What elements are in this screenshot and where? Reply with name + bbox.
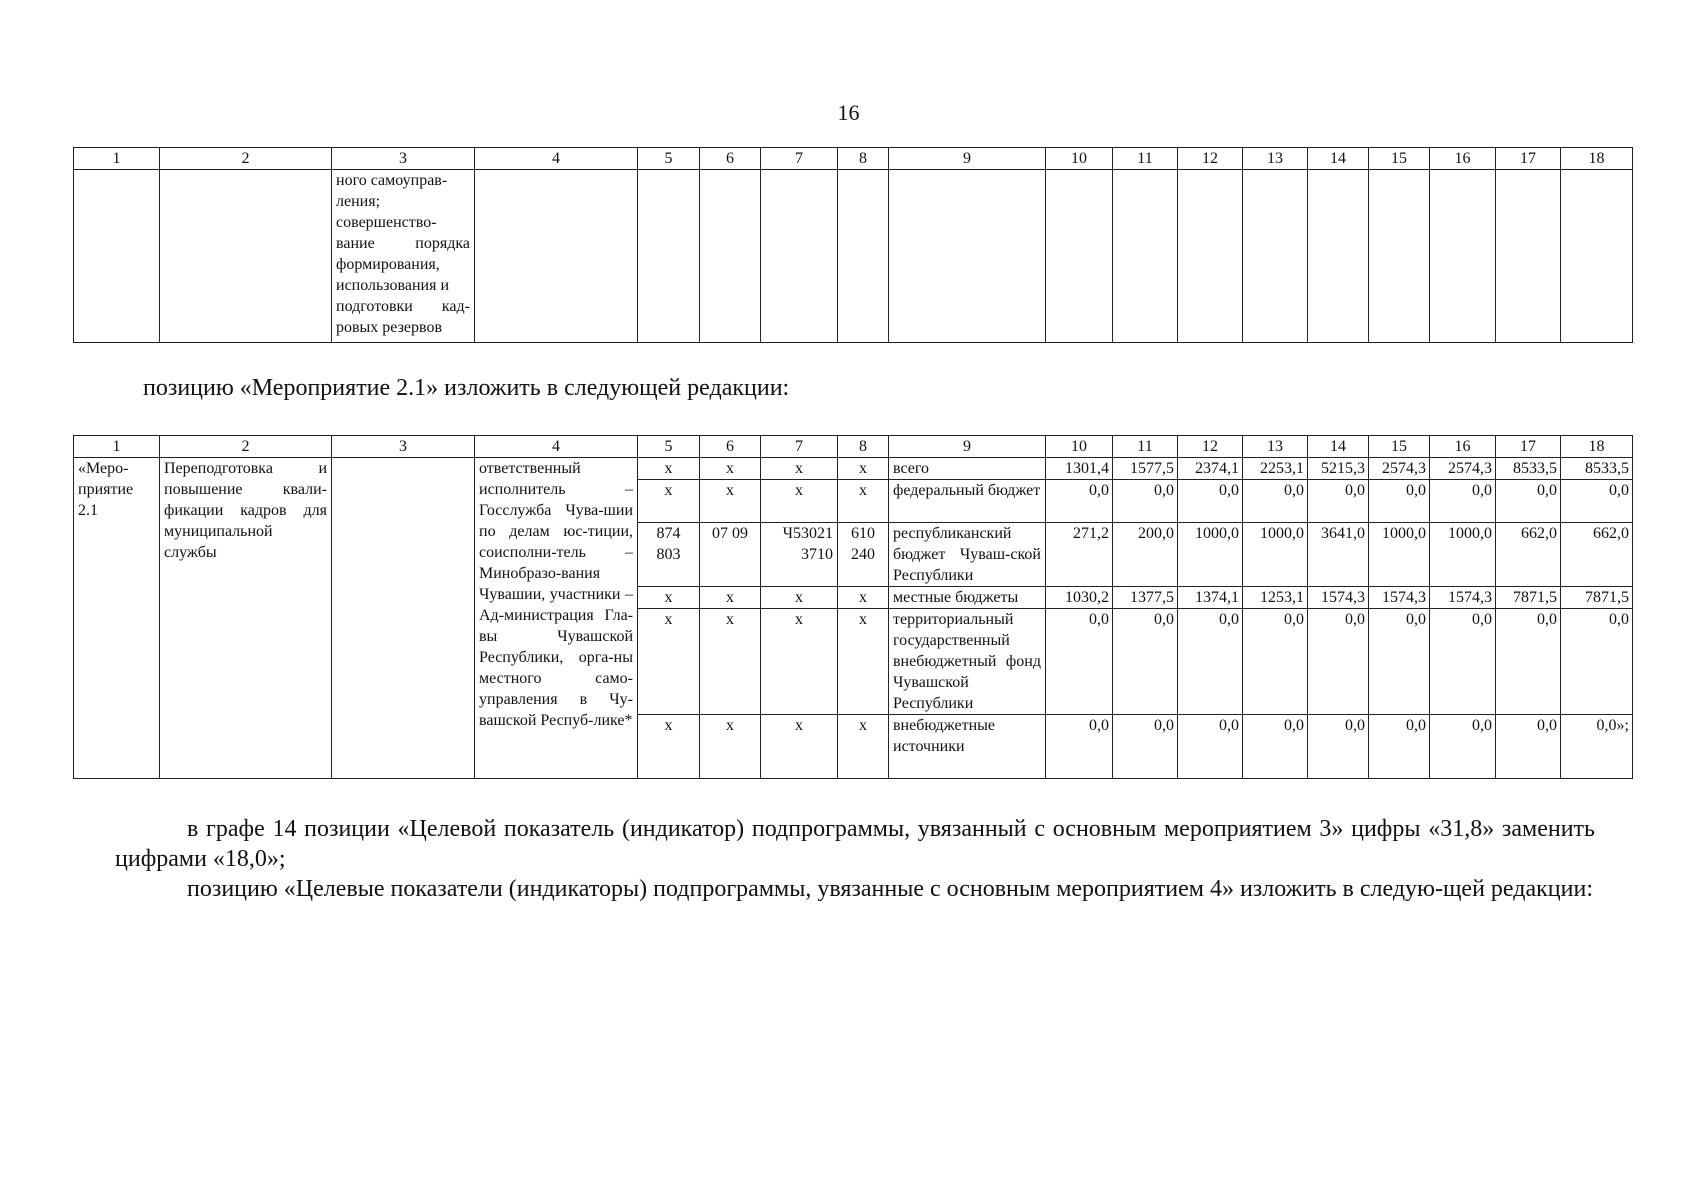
column-number: 5	[638, 436, 700, 458]
value-cell: 1301,4	[1046, 458, 1113, 480]
target-article-cell: Ч53021 3710	[761, 523, 838, 587]
value-cell: 1574,3	[1430, 587, 1496, 609]
task-line: использования и	[336, 277, 450, 294]
value-cell: 7871,5	[1496, 587, 1561, 609]
table-cell	[1496, 170, 1561, 343]
funding-source-cell: внебюджетные источники	[889, 715, 1046, 779]
value-cell: 2574,3	[1430, 458, 1496, 480]
column-number: 12	[1178, 148, 1243, 170]
gr-code-cell: x	[638, 587, 700, 609]
value-cell: 0,0	[1430, 609, 1496, 715]
value-cell: 2253,1	[1243, 458, 1308, 480]
value-cell: 200,0	[1113, 523, 1178, 587]
gr-code-cell: x	[638, 458, 700, 480]
measure-number-cell: «Меро-приятие 2.1	[74, 458, 160, 779]
table-cell	[74, 170, 160, 343]
column-number: 15	[1369, 148, 1430, 170]
gr-code-cell: x	[638, 480, 700, 523]
table-cell	[838, 170, 889, 343]
column-number: 16	[1430, 436, 1496, 458]
value-cell: 0,0	[1046, 609, 1113, 715]
column-number: 17	[1496, 148, 1561, 170]
column-number: 2	[160, 436, 332, 458]
expense-group-cell: x	[838, 609, 889, 715]
target-article-cell: x	[761, 609, 838, 715]
table-cell	[1046, 170, 1113, 343]
table-cell	[1561, 170, 1633, 343]
section-code-cell: x	[700, 587, 761, 609]
task-line: формирования,	[336, 256, 440, 273]
value-cell: 1253,1	[1243, 587, 1308, 609]
value-cell: 1377,5	[1113, 587, 1178, 609]
value-cell: 1030,2	[1046, 587, 1113, 609]
value-cell: 0,0	[1561, 480, 1633, 523]
expense-group-cell: x	[838, 458, 889, 480]
value-cell: 0,0	[1308, 480, 1369, 523]
table-cell	[1430, 170, 1496, 343]
value-cell: 0,0	[1178, 480, 1243, 523]
column-number: 9	[889, 436, 1046, 458]
table-cell	[160, 170, 332, 343]
column-number: 3	[332, 436, 475, 458]
value-cell: 662,0	[1561, 523, 1633, 587]
column-number: 4	[475, 436, 638, 458]
value-cell: 0,0	[1046, 480, 1113, 523]
column-number: 17	[1496, 436, 1561, 458]
table-cell	[700, 170, 761, 343]
value-cell: 0,0	[1046, 715, 1113, 779]
column-number: 16	[1430, 148, 1496, 170]
value-cell: 1374,1	[1178, 587, 1243, 609]
value-cell: 0,0	[1561, 609, 1633, 715]
target-article-cell: x	[761, 458, 838, 480]
table-row	[74, 170, 1633, 343]
amendment-heading: позицию «Мероприятие 2.1» изложить в следующей редакции:	[143, 375, 790, 401]
table-cell	[638, 170, 700, 343]
value-cell: 1574,3	[1308, 587, 1369, 609]
column-number: 13	[1243, 148, 1308, 170]
column-number: 18	[1561, 148, 1633, 170]
value-cell: 0,0	[1308, 609, 1369, 715]
value-cell: 1000,0	[1243, 523, 1308, 587]
table-cell	[1178, 170, 1243, 343]
value-cell: 0,0	[1243, 715, 1308, 779]
column-number: 3	[332, 148, 475, 170]
task-line: подготовки кад-	[336, 298, 470, 315]
column-number: 14	[1308, 148, 1369, 170]
column-number: 5	[638, 148, 700, 170]
task-line: вание порядка	[336, 235, 470, 252]
body-paragraph: в графе 14 позиции «Целевой показатель (индикатор) подпрограммы, увязанный с основным мероприятием 3» цифры «31,8» заменить цифрами «18,0»;	[115, 816, 1595, 872]
value-cell: 1574,3	[1369, 587, 1430, 609]
task-line: ровых резервов	[336, 319, 443, 336]
column-number: 18	[1561, 436, 1633, 458]
table-continuation	[73, 147, 1633, 343]
executor-cell: ответственный исполнитель – Госслужба Чува-шии по делам юс-тиции, соисполни-тель – Минобразо-вания Чувашии, участники – Ад-министрация Гла-вы Чувашской Республики, орга-ны местного само-управления в Чу-вашской Респуб-лике*	[475, 458, 638, 779]
column-number: 4	[475, 148, 638, 170]
column-number: 1	[74, 148, 160, 170]
page-number: 16	[837, 100, 860, 125]
funding-source-cell: всего	[889, 458, 1046, 480]
task-line: совершенство-	[336, 214, 437, 231]
expense-group-cell: x	[838, 480, 889, 523]
value-cell: 0,0	[1496, 480, 1561, 523]
table-cell	[889, 170, 1046, 343]
value-cell: 0,0	[1243, 480, 1308, 523]
value-cell: 0,0	[1369, 609, 1430, 715]
value-cell: 0,0»;	[1561, 715, 1633, 779]
column-number: 1	[74, 436, 160, 458]
value-cell: 0,0	[1113, 480, 1178, 523]
column-number: 13	[1243, 436, 1308, 458]
value-cell: 5215,3	[1308, 458, 1369, 480]
value-cell: 662,0	[1496, 523, 1561, 587]
column-number: 8	[838, 436, 889, 458]
table-cell	[761, 170, 838, 343]
value-cell: 0,0	[1113, 715, 1178, 779]
column-number: 6	[700, 436, 761, 458]
value-cell: 0,0	[1308, 715, 1369, 779]
funding-source-cell: местные бюджеты	[889, 587, 1046, 609]
value-cell: 0,0	[1430, 480, 1496, 523]
column-number: 14	[1308, 436, 1369, 458]
gr-code-cell: x	[638, 715, 700, 779]
column-number: 11	[1113, 436, 1178, 458]
column-number: 7	[761, 148, 838, 170]
task-description-cell	[332, 170, 475, 343]
column-number-row	[74, 148, 1633, 170]
funding-source-cell: республиканский бюджет Чуваш-ской Республики	[889, 523, 1046, 587]
column-number: 2	[160, 148, 332, 170]
column-number: 7	[761, 436, 838, 458]
column-number: 10	[1046, 436, 1113, 458]
value-cell: 0,0	[1496, 715, 1561, 779]
value-cell: 7871,5	[1561, 587, 1633, 609]
value-cell: 0,0	[1178, 715, 1243, 779]
value-cell: 1577,5	[1113, 458, 1178, 480]
table-row	[74, 458, 1633, 480]
column-number: 6	[700, 148, 761, 170]
expense-group-cell: 610 240	[838, 523, 889, 587]
column-number: 8	[838, 148, 889, 170]
table-cell	[1243, 170, 1308, 343]
value-cell: 0,0	[1178, 609, 1243, 715]
value-cell: 0,0	[1369, 715, 1430, 779]
value-cell: 0,0	[1243, 609, 1308, 715]
value-cell: 8533,5	[1561, 458, 1633, 480]
value-cell: 3641,0	[1308, 523, 1369, 587]
table-cell	[475, 170, 638, 343]
column-number-row	[74, 436, 1633, 458]
value-cell: 0,0	[1113, 609, 1178, 715]
table-cell	[1113, 170, 1178, 343]
measure-name-cell: Переподготовка и повышение квали-фикации кадров для муниципальной службы	[160, 458, 332, 779]
gr-code-cell: 874 803	[638, 523, 700, 587]
target-article-cell: x	[761, 480, 838, 523]
target-article-cell: x	[761, 715, 838, 779]
section-code-cell: x	[700, 458, 761, 480]
expense-group-cell: x	[838, 715, 889, 779]
value-cell: 0,0	[1496, 609, 1561, 715]
task-line: ления;	[336, 193, 381, 210]
gr-code-cell: x	[638, 609, 700, 715]
expense-group-cell: x	[838, 587, 889, 609]
table-measure-2-1	[73, 435, 1633, 779]
value-cell: 1000,0	[1369, 523, 1430, 587]
target-article-cell: x	[761, 587, 838, 609]
funding-source-cell: территориальный государственный внебюджетный фонд Чувашской Республики	[889, 609, 1046, 715]
column-number: 10	[1046, 148, 1113, 170]
column-number: 11	[1113, 148, 1178, 170]
value-cell: 0,0	[1369, 480, 1430, 523]
section-code-cell: x	[700, 480, 761, 523]
value-cell: 2574,3	[1369, 458, 1430, 480]
column-number: 9	[889, 148, 1046, 170]
table-cell	[1308, 170, 1369, 343]
value-cell: 1000,0	[1430, 523, 1496, 587]
section-code-cell: x	[700, 609, 761, 715]
section-code-cell: x	[700, 715, 761, 779]
funding-source-cell: федеральный бюджет	[889, 480, 1046, 523]
value-cell: 1000,0	[1178, 523, 1243, 587]
table-cell	[1369, 170, 1430, 343]
amendment-body	[115, 814, 1595, 904]
value-cell: 2374,1	[1178, 458, 1243, 480]
value-cell: 0,0	[1430, 715, 1496, 779]
body-paragraph: позицию «Целевые показатели (индикаторы) подпрограммы, увязанные с основным мероприятием 4» изложить в следую-щей редакции:	[187, 876, 1593, 902]
task-line: ного самоуправ-	[336, 172, 448, 189]
value-cell: 8533,5	[1496, 458, 1561, 480]
section-code-cell: 07 09	[700, 523, 761, 587]
value-cell: 271,2	[1046, 523, 1113, 587]
column-number: 15	[1369, 436, 1430, 458]
table-cell	[332, 458, 475, 779]
column-number: 12	[1178, 436, 1243, 458]
